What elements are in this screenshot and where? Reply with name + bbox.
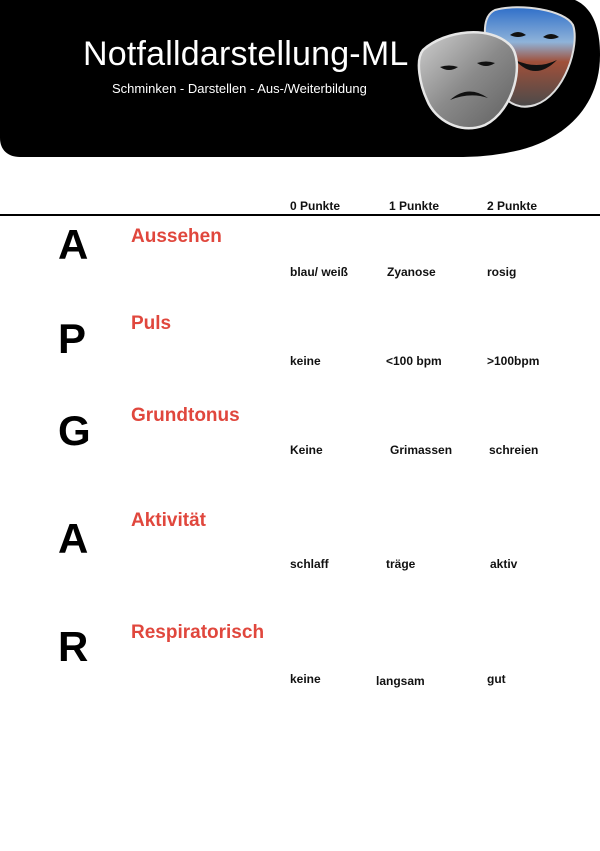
header-divider bbox=[0, 214, 600, 216]
criterion-label: Puls bbox=[131, 313, 172, 334]
column-header-2-points: 2 Punkte bbox=[487, 199, 538, 213]
score-1-value: Zyanose bbox=[387, 265, 436, 279]
score-0-value: keine bbox=[290, 354, 321, 368]
score-1-value: Grimassen bbox=[390, 443, 453, 457]
criterion-label: Aussehen bbox=[131, 226, 222, 247]
apgar-letter: A bbox=[58, 221, 89, 268]
apgar-letter: P bbox=[58, 315, 87, 362]
criterion-label: Aktivität bbox=[131, 510, 206, 531]
score-0-value: Keine bbox=[290, 443, 323, 457]
score-2-value: aktiv bbox=[490, 557, 518, 571]
apgar-letter: A bbox=[58, 515, 89, 562]
criterion-label: Respiratorisch bbox=[131, 622, 265, 643]
score-2-value: schreien bbox=[489, 443, 539, 457]
brand-title: Notfalldarstellung-ML bbox=[83, 35, 409, 73]
score-2-value: rosig bbox=[487, 265, 517, 279]
score-2-value: gut bbox=[487, 672, 506, 686]
score-1-value: <100 bpm bbox=[386, 354, 442, 368]
theater-masks-icon bbox=[415, 5, 585, 135]
apgar-letter: G bbox=[58, 407, 91, 454]
column-header-1-points: 1 Punkte bbox=[389, 199, 440, 213]
score-2-value: >100bpm bbox=[487, 354, 540, 368]
score-0-value: schlaff bbox=[290, 557, 329, 571]
brand-subtitle: Schminken - Darstellen - Aus-/Weiterbildung bbox=[112, 81, 367, 96]
criterion-label: Grundtonus bbox=[131, 405, 240, 426]
score-0-value: blau/ weiß bbox=[290, 265, 349, 279]
score-1-value: langsam bbox=[376, 674, 425, 688]
apgar-letter: R bbox=[58, 623, 89, 670]
page-header bbox=[0, 0, 600, 160]
score-0-value: keine bbox=[290, 672, 321, 686]
score-1-value: träge bbox=[386, 557, 416, 571]
column-header-0-points: 0 Punkte bbox=[290, 199, 341, 213]
